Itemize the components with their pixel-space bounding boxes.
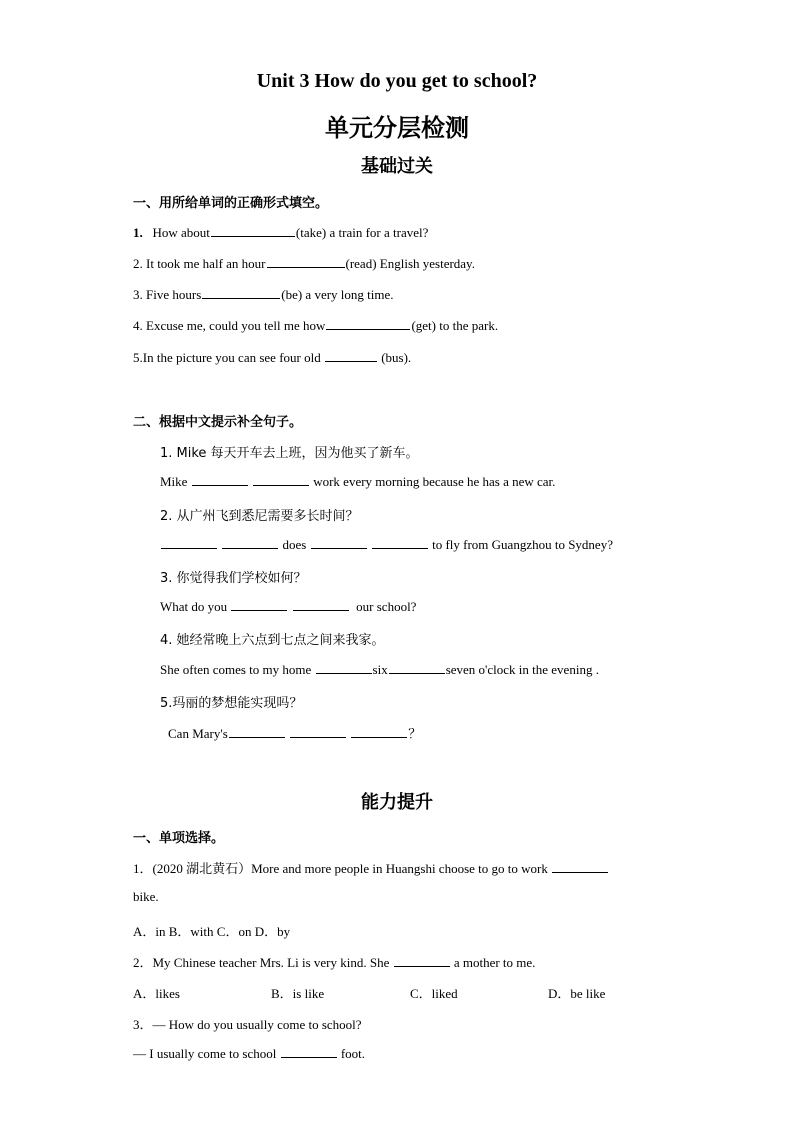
- part2-q2-chinese: 2. 从广州飞到悉尼需要多长时间？: [160, 509, 359, 524]
- part3-q2: [133, 952, 535, 971]
- item-text: seven o'clock in the evening .: [445, 662, 599, 677]
- item-text: Mike: [160, 474, 191, 489]
- part3-q2-option-d[interactable]: D．be like: [548, 986, 606, 1001]
- part3-heading: 一、单项选择。: [133, 831, 225, 846]
- item-text: (get) to the park.: [411, 318, 499, 333]
- item-text: (read) English yesterday.: [345, 256, 475, 271]
- section-heading-ability: 能力提升: [361, 792, 433, 812]
- part2-q4-chinese: 4. 她经常晚上六点到七点之间来我家。: [160, 633, 385, 648]
- answer-blank[interactable]: [202, 286, 280, 299]
- part2-q5-answer: [168, 723, 421, 742]
- answer-blank[interactable]: [372, 536, 428, 549]
- item-text: six: [372, 662, 388, 677]
- part2-q2-answer: [160, 536, 613, 553]
- item-text: 4. Excuse me, could you tell me how: [133, 318, 326, 333]
- part2-q1-answer: [160, 473, 555, 490]
- item-text: Can Mary's: [168, 726, 228, 741]
- part1-item-3: [133, 286, 394, 303]
- document-title: Unit 3 How do you get to school?: [256, 70, 538, 92]
- item-text: — I usually come to school: [133, 1046, 280, 1061]
- item-text: ？: [408, 726, 422, 741]
- part3-q3-question: 3．— How do you usually come to school?: [133, 1017, 362, 1032]
- answer-blank[interactable]: [161, 536, 217, 549]
- answer-blank[interactable]: [351, 725, 407, 738]
- item-text: (bus).: [377, 350, 412, 365]
- part1-item-4: [133, 317, 498, 334]
- part2-q5-chinese: 5.玛丽的梦想能实现吗？: [160, 696, 303, 711]
- part3-q2-option-b[interactable]: B．is like: [271, 986, 325, 1001]
- part3-q2-option-c[interactable]: C．liked: [410, 986, 458, 1001]
- answer-blank[interactable]: [253, 473, 309, 486]
- document-subtitle: 单元分层检测: [325, 116, 469, 142]
- item-number: 1.: [133, 225, 143, 240]
- part3-q1-continued: bike.: [133, 889, 159, 904]
- answer-blank[interactable]: [311, 536, 367, 549]
- answer-blank[interactable]: [325, 349, 377, 362]
- item-text: 1．(2020 湖北黄石）More and more people in Huangshi choose to go to work: [133, 861, 552, 876]
- part3-q3-reply: [133, 1045, 365, 1062]
- answer-blank[interactable]: [290, 725, 346, 738]
- answer-blank[interactable]: [211, 224, 295, 237]
- part3-q1-options: A．in B．with C．on D．by: [133, 924, 291, 939]
- answer-blank[interactable]: [389, 661, 445, 674]
- item-text: 3. Five hours: [133, 287, 202, 302]
- answer-blank[interactable]: [552, 860, 608, 873]
- item-text: foot.: [337, 1046, 366, 1061]
- item-text: 2．My Chinese teacher Mrs. Li is very kind. She: [133, 955, 393, 970]
- item-text: our school?: [352, 599, 417, 614]
- item-text: 2. It took me half an hour: [133, 256, 266, 271]
- answer-blank[interactable]: [231, 598, 287, 611]
- answer-blank[interactable]: [267, 255, 345, 268]
- section-heading-basic: 基础过关: [361, 156, 433, 176]
- part2-heading: 二、根据中文提示补全句子。: [133, 415, 303, 430]
- item-text: She often comes to my home: [160, 662, 315, 677]
- answer-blank[interactable]: [192, 473, 248, 486]
- item-text: a mother to me.: [450, 955, 536, 970]
- item-text: (be) a very long time.: [281, 287, 394, 302]
- part2-q4-answer: [160, 661, 599, 678]
- answer-blank[interactable]: [229, 725, 285, 738]
- item-text: to fly from Guangzhou to Sydney?: [428, 537, 613, 552]
- answer-blank[interactable]: [326, 317, 410, 330]
- part2-q1-chinese: 1. Mike 每天开车去上班，因为他买了新车。: [160, 446, 419, 461]
- answer-blank[interactable]: [394, 954, 450, 967]
- item-text: 5.In the picture you can see four old: [133, 350, 324, 365]
- answer-blank[interactable]: [293, 598, 349, 611]
- part2-q3-chinese: 3. 你觉得我们学校如何？: [160, 571, 307, 586]
- item-text: How about: [152, 225, 210, 240]
- item-text: does: [279, 537, 310, 552]
- part3-q2-option-a[interactable]: A．likes: [133, 986, 180, 1001]
- part1-item-2: [133, 255, 475, 272]
- answer-blank[interactable]: [316, 661, 372, 674]
- item-text: (take) a train for a travel?: [295, 225, 429, 240]
- part1-heading: 一、用所给单词的正确形式填空。: [133, 196, 329, 211]
- part1-item-1: [133, 224, 428, 241]
- part3-q1: [133, 858, 609, 877]
- part1-item-5: [133, 349, 411, 366]
- item-text: What do you: [160, 599, 231, 614]
- answer-blank[interactable]: [281, 1045, 337, 1058]
- item-text: work every morning because he has a new car.: [309, 474, 556, 489]
- part2-q3-answer: [160, 598, 416, 615]
- answer-blank[interactable]: [222, 536, 278, 549]
